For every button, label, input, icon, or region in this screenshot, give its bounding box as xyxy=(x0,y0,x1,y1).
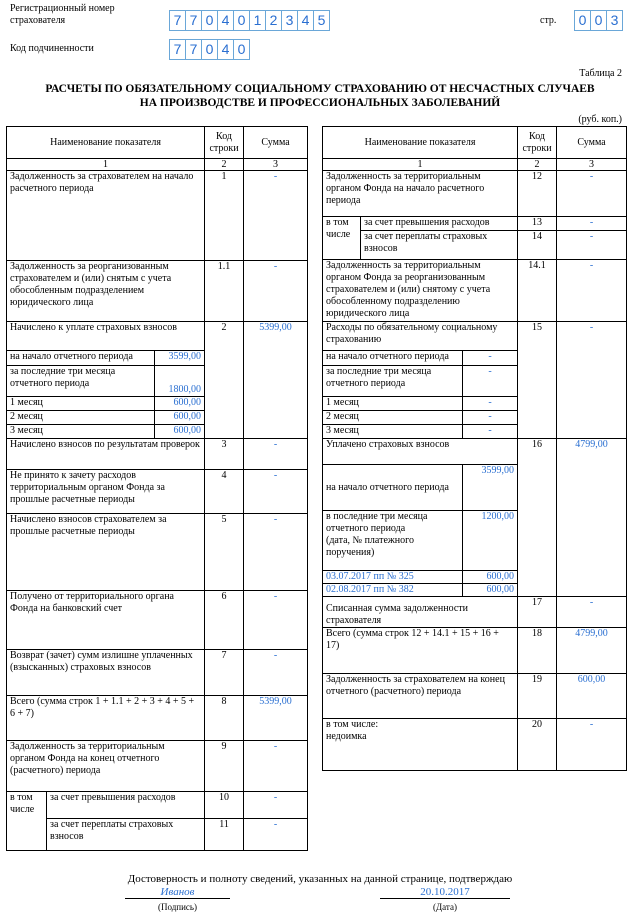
right-table: Наименование показателя Код строки Сумма 1 2 3 Задолженность за территориальным органом Фонда на начало расчетного периода 12 - в том числе за счет превышения расходов 13 - за счет переплаты страховых взносов 14 - Задолженность за территориальным органом Фонда за реорганизованным страхователем и (или) снятому с учета обособленному подразделению юридического лица 14.1 - Расходы по обязательному социальному страхованию 15 - на начало отчетного периода - за последние три месяца отчетного периода - 1 месяц - 2 месяц - 3 месяц - Уплачено страховых взносов 16 4799,00 на начало отчетного периода 3599,00 в последние три месяца отчетного периода (дата, № платежного поручения) 1200,00 03.07.2017 пп № 325 600,00 02.08.2017 пп № 382 600,00 Списанная сумма задолженности страхователя 17 - Всего (сумма строк 12 + 14.1 + 15 + 16 + 17) 18 4799,00 Задолженность за страхователем на конец отчетного (расчетного) периода 19 600,00 в том числе: недоимка 20 - xyxy=(322,126,627,771)
col-num-1: 1 xyxy=(7,159,205,171)
sum-field[interactable]: - xyxy=(244,819,308,851)
value-field[interactable]: 600,00 xyxy=(155,425,205,439)
reg-number-digit[interactable]: 5 xyxy=(313,10,330,31)
col-header-name: Наименование показателя xyxy=(323,127,518,159)
table-row: Получено от территориального органа Фонда на банковский счет 6 - xyxy=(7,591,308,650)
signature-caption: (Подпись) xyxy=(157,902,198,912)
table-row: за счет переплаты страховых взносов 14 - xyxy=(323,231,627,260)
col-header-sum: Сумма xyxy=(557,127,627,159)
value-field[interactable]: 3599,00 xyxy=(155,351,205,366)
sum-field[interactable]: - xyxy=(244,470,308,514)
subordination-digit[interactable]: 0 xyxy=(233,39,250,60)
sum-field[interactable]: - xyxy=(557,260,627,322)
page-title xyxy=(0,82,640,110)
reg-number-digit[interactable]: 7 xyxy=(169,10,186,31)
reg-number-digit[interactable]: 7 xyxy=(185,10,202,31)
page-label: стр. xyxy=(540,15,557,26)
sum-field[interactable]: 4799,00 xyxy=(557,628,627,674)
col-num-2: 2 xyxy=(205,159,244,171)
payment-field[interactable]: 02.08.2017 пп № 382 xyxy=(323,584,463,597)
sum-field[interactable]: - xyxy=(557,322,627,439)
table-row: Задолженность за территориальным органом Фонда на начало расчетного периода 12 - xyxy=(323,171,627,217)
sum-field[interactable]: 5399,00 xyxy=(244,322,308,439)
value-field[interactable]: 600,00 xyxy=(155,411,205,425)
sum-field[interactable]: - xyxy=(244,792,308,819)
col-header-name: Наименование показателя xyxy=(7,127,205,159)
col-num-1: 1 xyxy=(323,159,518,171)
table-row: Задолженность за страхователем на конец отчетного (расчетного) периода 19 600,00 xyxy=(323,674,627,719)
col-num-2: 2 xyxy=(518,159,557,171)
page-number-digit[interactable]: 0 xyxy=(574,10,591,31)
sum-field[interactable]: - xyxy=(557,597,627,628)
sum-field[interactable]: - xyxy=(244,439,308,470)
table-row: в том числе за счет превышения расходов 13 - xyxy=(323,217,627,231)
reg-label-line1: Регистрационный номер xyxy=(10,3,115,14)
value-field[interactable]: - xyxy=(463,397,518,411)
sum-field[interactable]: - xyxy=(557,217,627,231)
sum-field[interactable]: - xyxy=(244,171,308,261)
col-header-code: Код строки xyxy=(518,127,557,159)
sum-field[interactable]: - xyxy=(244,591,308,650)
value-field[interactable]: 1200,00 xyxy=(463,511,518,571)
col-num-3: 3 xyxy=(557,159,627,171)
subordination-digit[interactable]: 4 xyxy=(217,39,234,60)
reg-number-label xyxy=(10,3,115,27)
reg-number-digit[interactable]: 4 xyxy=(217,10,234,31)
sum-field[interactable]: - xyxy=(557,719,627,771)
subordination-digit[interactable]: 7 xyxy=(185,39,202,60)
title-line2: НА ПРОИЗВОДСТВЕ И ПРОФЕССИОНАЛЬНЫХ ЗАБОЛЕВАНИЙ xyxy=(139,97,501,109)
reg-number-cells[interactable] xyxy=(169,10,329,31)
table-number: Таблица 2 xyxy=(579,68,622,79)
value-field[interactable]: - xyxy=(463,425,518,439)
table-row: Списанная сумма задолженности страхователя 17 - xyxy=(323,597,627,628)
table-row: в том числе: недоимка 20 - xyxy=(323,719,627,771)
table-row: Задолженность за территориальным органом Фонда за реорганизованным страхователем и (или) снятому с учета обособленному подразделению юридического лица 14.1 - xyxy=(323,260,627,322)
table-row: Задолженность за реорганизованным страхователем и (или) снятым с учета обособленным подразделением юридического лица 1.1 - xyxy=(7,261,308,322)
table-row: Всего (сумма строк 1 + 1.1 + 2 + 3 + 4 + 5 + 6 + 7) 8 5399,00 xyxy=(7,696,308,741)
date-field[interactable]: 20.10.2017 xyxy=(380,886,510,899)
value-field[interactable]: - xyxy=(463,351,518,366)
signature-field[interactable]: Иванов xyxy=(125,886,230,899)
sum-field[interactable]: - xyxy=(244,514,308,591)
date-caption: (Дата) xyxy=(433,902,457,912)
table-row: Начислено к уплате страховых взносов 2 5399,00 xyxy=(7,322,308,351)
table-row: Задолженность за страхователем на начало расчетного периода 1 - xyxy=(7,171,308,261)
subordination-cells[interactable] xyxy=(169,39,249,60)
confirmation-text: Достоверность и полноту сведений, указанных на данной странице, подтверждаю xyxy=(127,873,513,885)
value-field[interactable]: 600,00 xyxy=(463,584,518,597)
subordination-label: Код подчиненности xyxy=(10,43,94,54)
page-number-digit[interactable]: 0 xyxy=(590,10,607,31)
reg-number-digit[interactable]: 0 xyxy=(201,10,218,31)
reg-number-digit[interactable]: 4 xyxy=(297,10,314,31)
value-field[interactable]: 600,00 xyxy=(463,571,518,584)
value-field[interactable]: 600,00 xyxy=(155,397,205,411)
table-row: Не принято к зачету расходов территориальным органом Фонда за прошлые расчетные периоды 4 - xyxy=(7,470,308,514)
reg-number-digit[interactable]: 0 xyxy=(233,10,250,31)
table-row: Всего (сумма строк 12 + 14.1 + 15 + 16 + 17) 18 4799,00 xyxy=(323,628,627,674)
sum-field[interactable]: 4799,00 xyxy=(557,439,627,597)
reg-number-digit[interactable]: 3 xyxy=(281,10,298,31)
page-number-digit[interactable]: 3 xyxy=(606,10,623,31)
value-field[interactable]: - xyxy=(463,411,518,425)
value-field[interactable]: 1800,00 xyxy=(155,366,205,397)
col-num-3: 3 xyxy=(244,159,308,171)
value-field[interactable]: 3599,00 xyxy=(463,465,518,511)
sum-field[interactable]: 600,00 xyxy=(557,674,627,719)
payment-field[interactable]: 03.07.2017 пп № 325 xyxy=(323,571,463,584)
sum-field[interactable]: - xyxy=(244,741,308,792)
sum-field[interactable]: - xyxy=(557,171,627,217)
table-row: Начислено взносов по результатам проверок 3 - xyxy=(7,439,308,470)
title-line1: РАСЧЕТЫ ПО ОБЯЗАТЕЛЬНОМУ СОЦИАЛЬНОМУ СТРАХОВАНИЮ ОТ НЕСЧАСТНЫХ СЛУЧАЕВ xyxy=(45,83,595,95)
sum-field[interactable]: - xyxy=(557,231,627,260)
table-row: Возврат (зачет) сумм излишне уплаченных (взысканных) страховых взносов 7 - xyxy=(7,650,308,696)
table-row: Начислено взносов страхователем за прошлые расчетные периоды 5 - xyxy=(7,514,308,591)
value-field[interactable]: - xyxy=(463,366,518,397)
table-row: за счет переплаты страховых взносов 11 - xyxy=(7,819,308,851)
reg-number-digit[interactable]: 2 xyxy=(265,10,282,31)
col-header-code: Код строки xyxy=(205,127,244,159)
table-row: Задолженность за территориальным органом Фонда на конец отчетного (расчетного) периода 9 - xyxy=(7,741,308,792)
page-number-cells[interactable] xyxy=(574,10,622,31)
sum-field[interactable]: 5399,00 xyxy=(244,696,308,741)
col-header-sum: Сумма xyxy=(244,127,308,159)
table-row: в том числе за счет превышения расходов 10 - xyxy=(7,792,308,819)
sum-field[interactable]: - xyxy=(244,261,308,322)
units-label: (руб. коп.) xyxy=(578,114,622,125)
sum-field[interactable]: - xyxy=(244,650,308,696)
reg-label-line2: страхователя xyxy=(10,15,66,26)
subordination-digit[interactable]: 7 xyxy=(169,39,186,60)
table-row: Уплачено страховых взносов 16 4799,00 xyxy=(323,439,627,465)
reg-number-digit[interactable]: 1 xyxy=(249,10,266,31)
left-table: Наименование показателя Код строки Сумма 1 2 3 Задолженность за страхователем на начало расчетного периода 1 - Задолженность за реорганизованным страхователем и (или) снятым с учета обособленным подразделением юридического лица 1.1 - Начислено к уплате страховых взносов 2 5399,00 на начало отчетного периода 3599,00 за последние три месяца отчетного периода 1800,00 1 месяц 600,00 2 месяц 600,00 3 месяц 600,00 Начислено взносов по результатам проверок 3 - Не принято к зачету расходов территориальным органом Фонда за прошлые расчетные периоды 4 - Начислено взносов страхователем за прошлые расчетные периоды 5 - Получено от территориального органа Фонда на банковский счет 6 - Возврат (зачет) сумм излишне уплаченных (взысканных) страховых взносов 7 - Всего (сумма строк 1 + 1.1 + 2 + 3 + 4 + 5 + 6 + 7) 8 5399,00 Задолженность за территориальным органом Фонда на конец отчетного (расчетного) периода 9 - в том числе за счет превышения расходов 10 - за счет переплаты страховых взносов 11 - xyxy=(6,126,308,851)
table-row: Расходы по обязательному социальному страхованию 15 - xyxy=(323,322,627,351)
subordination-digit[interactable]: 0 xyxy=(201,39,218,60)
